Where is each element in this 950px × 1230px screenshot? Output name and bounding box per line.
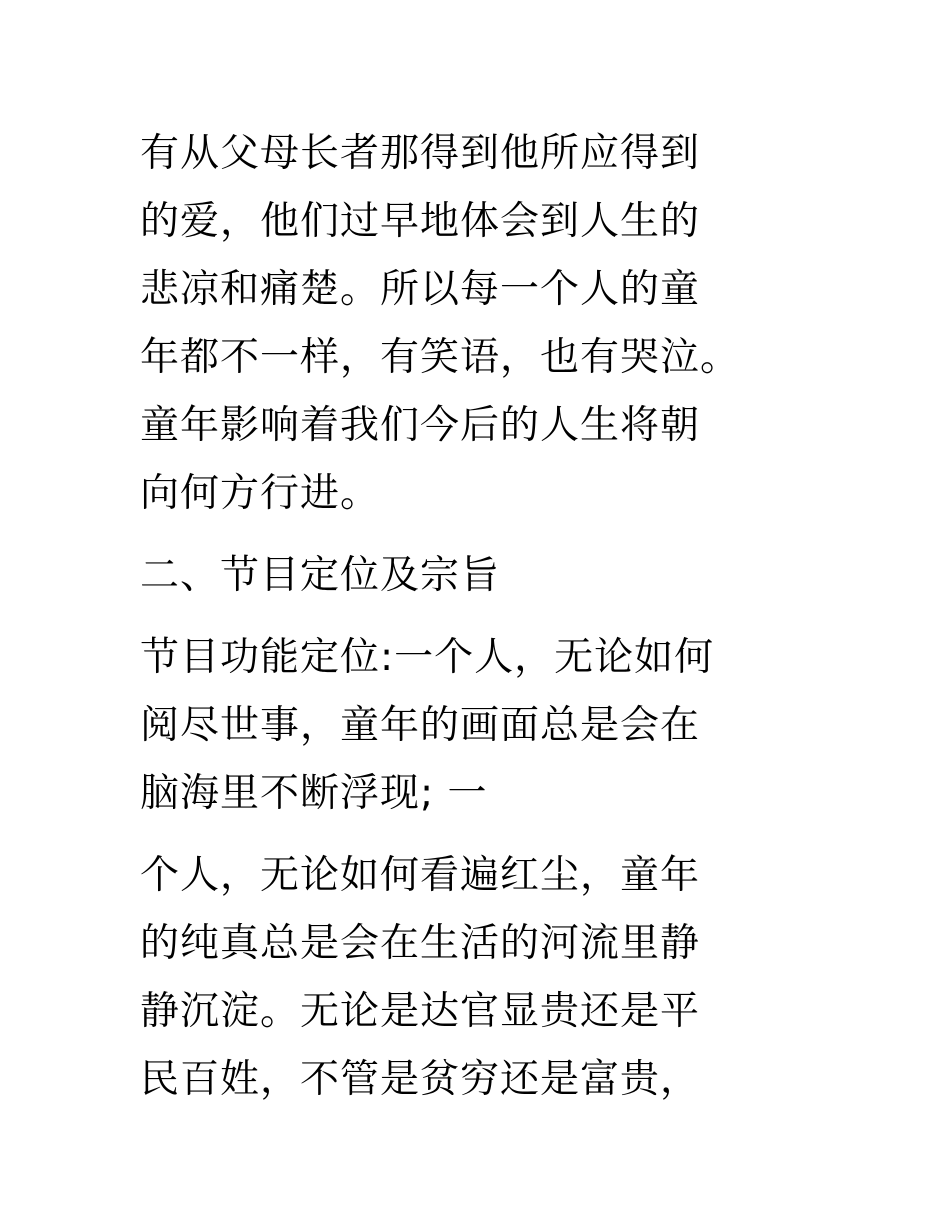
text-line: 阅尽世事，童年的画面总是会在 — [140, 703, 701, 748]
text-line: 有从父母长者那得到他所应得到 — [140, 131, 701, 176]
text-line: 的爱，他们过早地体会到人生的 — [140, 199, 701, 244]
paragraph-gap — [140, 828, 800, 842]
text-line: 向何方行进。 — [140, 471, 381, 516]
text-line: 悲凉和痛楚。所以每一个人的童 — [140, 267, 701, 312]
text-line: 节目功能定位:一个人，无论如何 — [140, 635, 715, 680]
paragraph-program-positioning — [140, 624, 800, 828]
text-line: 民百姓，不管是贫穷还是富贵， — [140, 1057, 701, 1102]
text-line: 的纯真总是会在生活的河流里静 — [140, 921, 701, 966]
text-line: 年都不一样，有笑语，也有哭泣。 — [140, 335, 741, 380]
text-line: 童年影响着我们今后的人生将朝 — [140, 403, 701, 448]
text-line: 静沉淀。无论是达官显贵还是平 — [140, 989, 701, 1034]
paragraph-childhood-purity — [140, 842, 800, 1114]
text-line: 脑海里不断浮现; 一 — [140, 771, 488, 816]
heading-line: 二、节目定位及宗旨 — [140, 553, 501, 598]
document-body — [140, 120, 800, 1114]
paragraph-gap — [140, 610, 800, 624]
paragraph-gap — [140, 528, 800, 542]
text-line: 个人，无论如何看遍红尘，童年 — [140, 853, 701, 898]
paragraph-childhood-intro — [140, 120, 800, 528]
section-heading — [140, 542, 800, 610]
